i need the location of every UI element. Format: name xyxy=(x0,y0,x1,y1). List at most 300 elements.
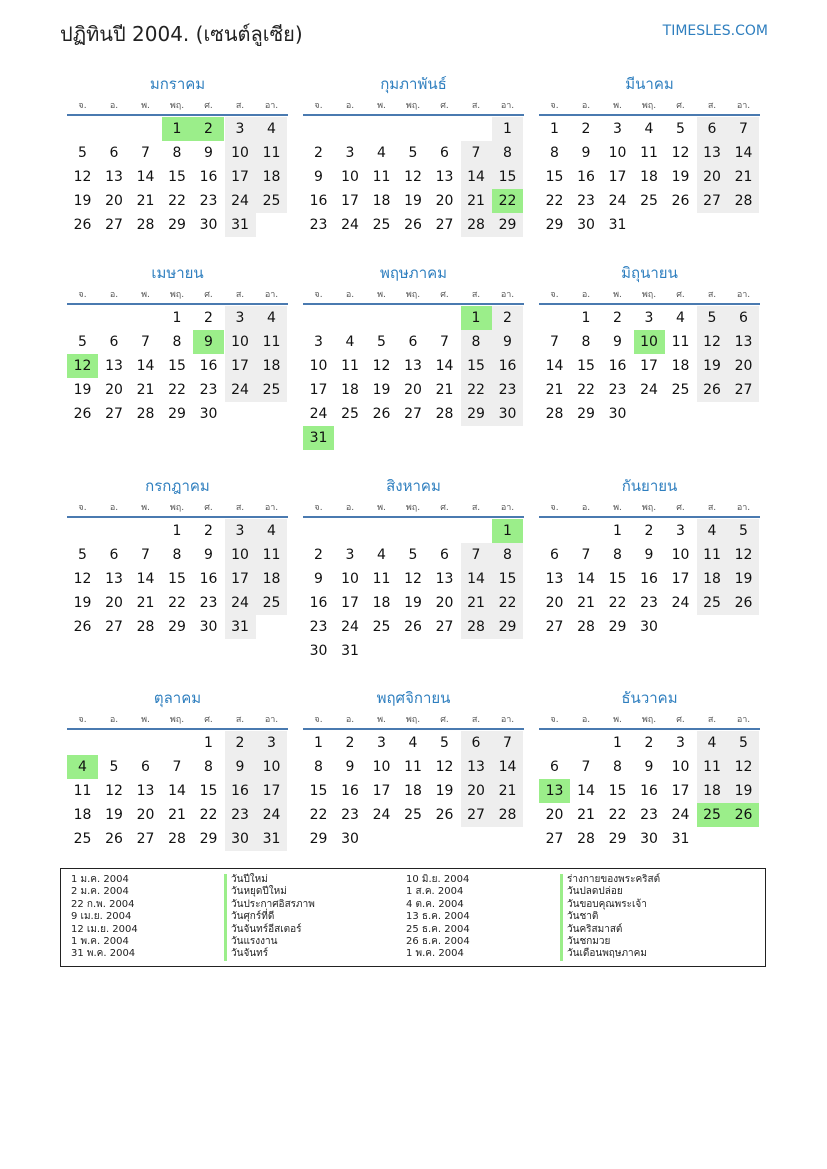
day-cell: 25 xyxy=(404,807,422,823)
weekday-header xyxy=(67,287,288,299)
day-cell: 10 xyxy=(671,547,690,563)
day-cell: 14 xyxy=(577,783,595,799)
day-cell: 30 xyxy=(341,831,359,847)
day-cell: 19 xyxy=(404,193,422,209)
day-cell: 9 xyxy=(613,334,622,350)
day-cell: 30 xyxy=(492,402,523,426)
legend-holiday-name: วันจันทร์อีสเตอร์ xyxy=(224,924,315,936)
day-cell: 13 xyxy=(105,169,123,185)
day-cell: 30 xyxy=(640,619,658,635)
day-cell: 18 xyxy=(372,595,391,611)
day-cell: 29 xyxy=(168,217,186,233)
header-divider xyxy=(67,516,288,518)
day-cell: 28 xyxy=(577,831,595,847)
day-cell: 28 xyxy=(492,803,523,827)
day-cell: 14 xyxy=(168,783,186,799)
day-cell: 22 xyxy=(577,382,595,398)
holiday-day: 1 xyxy=(461,306,492,330)
legend-names-right xyxy=(560,874,660,961)
day-cell: 10 xyxy=(309,358,328,374)
day-cell: 9 xyxy=(581,145,591,161)
header-divider xyxy=(303,728,524,730)
weekday-header xyxy=(539,287,760,299)
weekday-label: อา. xyxy=(264,101,279,111)
header-divider xyxy=(67,728,288,730)
day-cell: 16 xyxy=(492,354,523,378)
day-cell: 22 xyxy=(608,807,627,823)
legend-date: 12 เม.ย. 2004 xyxy=(71,923,138,935)
day-cell: 11 xyxy=(256,141,287,165)
day-cell: 25 xyxy=(341,406,359,422)
day-cell: 11 xyxy=(256,543,287,567)
day-cell: 21 xyxy=(136,193,155,209)
day-cell: 22 xyxy=(309,807,328,823)
day-cell: 28 xyxy=(136,406,155,422)
day-cell: 18 xyxy=(640,169,658,185)
day-cell: 29 xyxy=(199,831,218,847)
day-cell: 12 xyxy=(105,783,123,799)
weekday-label: ส. xyxy=(471,101,481,111)
day-cell: 12 xyxy=(435,759,454,775)
day-cell: 1 xyxy=(613,523,622,539)
day-cell: 25 xyxy=(640,193,658,209)
legend-holiday-name: วันปลดปล่อย xyxy=(560,886,660,898)
weekday-label: ศ. xyxy=(676,101,685,111)
month-name: มิถุนายน xyxy=(621,264,678,282)
day-cell: 6 xyxy=(461,731,492,755)
weekday-label: ส. xyxy=(235,101,245,111)
day-cell: 11 xyxy=(256,330,287,354)
day-cell: 26 xyxy=(73,619,92,635)
header-divider xyxy=(539,114,760,116)
day-cell: 1 xyxy=(492,117,523,141)
weekday-label: พ. xyxy=(377,290,386,300)
weekday-label: ส. xyxy=(235,503,245,513)
day-cell: 4 xyxy=(256,519,287,543)
day-cell: 21 xyxy=(577,595,595,611)
weekday-label: พฤ. xyxy=(169,290,185,300)
day-cell: 7 xyxy=(581,759,591,775)
legend-holiday-name: วันจันทร์ xyxy=(224,948,315,960)
day-cell: 23 xyxy=(199,382,218,398)
month-name: กรกฎาคม xyxy=(145,477,210,495)
day-cell: 3 xyxy=(345,145,355,161)
weekday-header xyxy=(303,500,524,512)
day-cell: 8 xyxy=(172,547,182,563)
day-cell: 3 xyxy=(225,117,256,141)
weekday-label: พ. xyxy=(377,715,386,725)
holiday-legend xyxy=(60,868,766,967)
day-cell: 4 xyxy=(377,547,386,563)
day-cell: 15 xyxy=(492,165,523,189)
day-cell: 24 xyxy=(671,595,690,611)
day-cell: 6 xyxy=(109,334,119,350)
day-cell: 16 xyxy=(225,779,256,803)
day-cell: 10 xyxy=(225,543,256,567)
day-cell: 14 xyxy=(461,165,492,189)
legend-date: 26 ธ.ค. 2004 xyxy=(406,935,470,947)
day-cell: 19 xyxy=(105,807,123,823)
day-cell: 9 xyxy=(492,330,523,354)
day-cell: 8 xyxy=(550,145,559,161)
legend-date: 10 มิ.ย. 2004 xyxy=(406,874,470,885)
day-cell: 29 xyxy=(461,402,492,426)
day-cell: 15 xyxy=(461,354,492,378)
day-cell: 6 xyxy=(728,306,759,330)
day-cell: 23 xyxy=(577,193,595,209)
day-cell: 11 xyxy=(671,334,690,350)
day-cell: 9 xyxy=(644,759,654,775)
day-cell: 5 xyxy=(697,306,728,330)
day-cell: 18 xyxy=(404,783,422,799)
day-cell: 13 xyxy=(404,358,422,374)
day-cell: 30 xyxy=(199,619,218,635)
day-cell: 5 xyxy=(78,145,87,161)
day-cell: 31 xyxy=(225,213,256,237)
day-cell: 24 xyxy=(225,591,256,615)
day-cell: 3 xyxy=(613,121,622,137)
legend-holiday-name: วันเดือนพฤษภาคม xyxy=(560,948,660,960)
weekday-label: ศ. xyxy=(440,101,449,111)
day-cell: 9 xyxy=(644,547,654,563)
day-cell: 24 xyxy=(608,193,627,209)
day-cell: 4 xyxy=(377,145,386,161)
day-cell: 30 xyxy=(199,406,218,422)
day-cell: 29 xyxy=(492,615,523,639)
month-name: กันยายน xyxy=(621,477,678,495)
day-cell: 7 xyxy=(461,543,492,567)
month-name: ธันวาคม xyxy=(621,689,678,707)
day-cell: 6 xyxy=(141,759,150,775)
weekday-label: พ. xyxy=(613,715,622,725)
day-cell: 2 xyxy=(613,310,622,326)
day-cell: 10 xyxy=(608,145,627,161)
weekday-header xyxy=(67,98,288,110)
day-cell: 26 xyxy=(73,217,92,233)
weekday-header xyxy=(539,98,760,110)
day-cell: 3 xyxy=(345,547,355,563)
day-cell: 14 xyxy=(136,358,155,374)
weekday-label: อา. xyxy=(500,503,515,513)
day-cell: 28 xyxy=(136,217,155,233)
day-cell: 17 xyxy=(640,358,658,374)
day-cell: 27 xyxy=(435,217,454,233)
weekday-label: พฤ. xyxy=(641,101,657,111)
day-cell: 23 xyxy=(225,803,256,827)
day-cell: 12 xyxy=(73,169,92,185)
day-cell: 26 xyxy=(728,591,759,615)
day-cell: 23 xyxy=(608,382,627,398)
holiday-day: 22 xyxy=(492,189,523,213)
day-cell: 11 xyxy=(697,543,728,567)
day-cell: 2 xyxy=(204,310,213,326)
day-cell: 21 xyxy=(545,382,564,398)
day-cell: 8 xyxy=(492,141,523,165)
day-cell: 15 xyxy=(168,169,186,185)
weekday-header xyxy=(67,500,288,512)
legend-date: 1 ม.ค. 2004 xyxy=(71,874,129,885)
weekday-label: พ. xyxy=(141,715,150,725)
legend-date: 9 เม.ย. 2004 xyxy=(71,911,132,923)
day-cell: 3 xyxy=(225,306,256,330)
weekday-label: ศ. xyxy=(676,290,685,300)
holiday-day: 13 xyxy=(539,779,570,803)
holiday-day: 2 xyxy=(193,117,224,141)
day-cell: 8 xyxy=(314,759,323,775)
day-cell: 12 xyxy=(404,571,422,587)
day-cell: 8 xyxy=(172,145,182,161)
day-cell: 29 xyxy=(577,406,595,422)
day-cell: 5 xyxy=(78,547,87,563)
legend-date: 13 ธ.ค. 2004 xyxy=(406,911,470,923)
weekday-label: พ. xyxy=(613,101,622,111)
weekday-label: ส. xyxy=(235,715,245,725)
legend-date: 25 ธ.ค. 2004 xyxy=(406,923,470,935)
day-cell: 23 xyxy=(199,595,218,611)
day-cell: 19 xyxy=(73,595,92,611)
day-cell: 28 xyxy=(168,831,186,847)
weekday-label: อ. xyxy=(345,503,355,513)
day-cell: 20 xyxy=(545,595,564,611)
brand-link[interactable]: TIMESLES.COM xyxy=(662,23,768,39)
day-cell: 24 xyxy=(309,406,328,422)
day-cell: 5 xyxy=(408,145,418,161)
weekday-label: ศ. xyxy=(204,101,213,111)
day-cell: 24 xyxy=(341,217,359,233)
weekday-label: อา. xyxy=(736,101,751,111)
day-cell: 16 xyxy=(577,169,595,185)
day-cell: 6 xyxy=(109,547,119,563)
day-cell: 27 xyxy=(136,831,155,847)
page-title: ปฏิทินปี 2004. (เซนต์ลูเซีย) xyxy=(60,22,303,46)
day-cell: 28 xyxy=(435,406,454,422)
day-cell: 3 xyxy=(644,310,654,326)
day-cell: 5 xyxy=(676,121,685,137)
day-cell: 6 xyxy=(550,547,559,563)
weekday-label: พ. xyxy=(141,290,150,300)
day-cell: 28 xyxy=(728,189,759,213)
day-cell: 11 xyxy=(372,571,391,587)
day-cell: 18 xyxy=(256,354,287,378)
weekday-label: ส. xyxy=(471,715,481,725)
day-cell: 23 xyxy=(309,217,328,233)
weekday-label: อ. xyxy=(345,101,355,111)
day-cell: 12 xyxy=(697,330,728,354)
month-name: มกราคม xyxy=(149,75,206,93)
day-cell: 6 xyxy=(440,145,449,161)
day-cell: 7 xyxy=(492,731,523,755)
weekday-label: อ. xyxy=(581,290,591,300)
day-cell: 15 xyxy=(608,783,627,799)
day-cell: 19 xyxy=(728,779,759,803)
day-cell: 14 xyxy=(136,571,155,587)
day-cell: 14 xyxy=(492,755,523,779)
day-cell: 8 xyxy=(613,547,622,563)
weekday-label: ศ. xyxy=(204,715,213,725)
day-cell: 9 xyxy=(204,547,213,563)
day-cell: 5 xyxy=(78,334,87,350)
day-cell: 28 xyxy=(461,213,492,237)
day-cell: 18 xyxy=(697,567,728,591)
day-cell: 24 xyxy=(671,807,690,823)
weekday-label: ศ. xyxy=(440,503,449,513)
day-cell: 27 xyxy=(404,406,422,422)
day-cell: 29 xyxy=(168,619,186,635)
legend-dates-right xyxy=(406,874,470,961)
holiday-day: 12 xyxy=(67,354,98,378)
day-cell: 25 xyxy=(73,831,92,847)
day-cell: 28 xyxy=(577,619,595,635)
day-cell: 10 xyxy=(671,759,690,775)
day-cell: 24 xyxy=(372,807,391,823)
weekday-label: ศ. xyxy=(204,503,213,513)
day-cell: 7 xyxy=(440,334,449,350)
day-cell: 22 xyxy=(168,382,186,398)
day-cell: 10 xyxy=(225,141,256,165)
day-cell: 2 xyxy=(345,735,355,751)
legend-date: 1 ส.ค. 2004 xyxy=(406,886,464,898)
day-cell: 30 xyxy=(225,827,256,851)
weekday-label: อ. xyxy=(345,290,355,300)
day-cell: 19 xyxy=(372,382,391,398)
day-cell: 10 xyxy=(341,571,359,587)
day-cell: 23 xyxy=(640,807,658,823)
weekday-label: ส. xyxy=(471,503,481,513)
header-divider xyxy=(67,114,288,116)
day-cell: 14 xyxy=(435,358,454,374)
weekday-label: อ. xyxy=(581,101,591,111)
day-cell: 21 xyxy=(136,382,155,398)
day-cell: 22 xyxy=(492,591,523,615)
day-cell: 29 xyxy=(309,831,328,847)
weekday-label: อ. xyxy=(109,503,119,513)
day-cell: 23 xyxy=(341,807,359,823)
weekday-header xyxy=(539,712,760,724)
weekday-label: ส. xyxy=(707,503,717,513)
day-cell: 5 xyxy=(408,547,418,563)
day-cell: 13 xyxy=(545,571,564,587)
day-cell: 23 xyxy=(199,193,218,209)
day-cell: 13 xyxy=(461,755,492,779)
day-cell: 4 xyxy=(256,306,287,330)
header-divider xyxy=(67,303,288,305)
day-cell: 22 xyxy=(545,193,564,209)
day-cell: 29 xyxy=(608,831,627,847)
day-cell: 10 xyxy=(225,330,256,354)
weekday-label: อ. xyxy=(109,101,119,111)
weekday-label: อา. xyxy=(500,290,515,300)
day-cell: 8 xyxy=(492,543,523,567)
day-cell: 18 xyxy=(671,358,690,374)
day-cell: 20 xyxy=(697,165,728,189)
day-cell: 12 xyxy=(73,571,92,587)
day-cell: 1 xyxy=(172,310,182,326)
legend-date: 2 ม.ค. 2004 xyxy=(71,886,129,898)
day-cell: 9 xyxy=(204,145,213,161)
weekday-label: พฤ. xyxy=(169,503,185,513)
weekday-label: อ. xyxy=(581,503,591,513)
day-cell: 6 xyxy=(109,145,119,161)
day-cell: 11 xyxy=(73,783,92,799)
holiday-day: 31 xyxy=(303,426,334,450)
day-cell: 20 xyxy=(105,382,123,398)
day-cell: 7 xyxy=(728,117,759,141)
legend-holiday-name: วันชาติ xyxy=(560,911,660,923)
weekday-label: อา. xyxy=(264,715,279,725)
day-cell: 19 xyxy=(671,169,690,185)
header-divider xyxy=(539,303,760,305)
weekday-label: ส. xyxy=(471,290,481,300)
header-divider xyxy=(539,516,760,518)
day-cell: 2 xyxy=(314,547,323,563)
weekday-label: ส. xyxy=(707,101,717,111)
day-cell: 6 xyxy=(440,547,449,563)
day-cell: 2 xyxy=(204,523,213,539)
day-cell: 20 xyxy=(461,779,492,803)
day-cell: 14 xyxy=(728,141,759,165)
day-cell: 30 xyxy=(608,406,627,422)
legend-holiday-name: วันชกมวย xyxy=(560,936,660,948)
day-cell: 26 xyxy=(697,378,728,402)
legend-holiday-name: วันคริสมาสต์ xyxy=(560,924,660,936)
day-cell: 19 xyxy=(697,354,728,378)
day-cell: 18 xyxy=(256,165,287,189)
day-cell: 6 xyxy=(550,759,559,775)
day-cell: 22 xyxy=(608,595,627,611)
day-cell: 30 xyxy=(640,831,658,847)
day-cell: 24 xyxy=(640,382,658,398)
day-cell: 21 xyxy=(461,591,492,615)
day-cell: 18 xyxy=(256,567,287,591)
weekday-header xyxy=(67,712,288,724)
day-cell: 19 xyxy=(73,382,92,398)
day-cell: 12 xyxy=(671,145,690,161)
weekday-label: อ. xyxy=(109,290,119,300)
day-cell: 4 xyxy=(256,117,287,141)
day-cell: 19 xyxy=(728,567,759,591)
day-cell: 24 xyxy=(256,803,287,827)
weekday-label: ศ. xyxy=(204,290,213,300)
month-name: มีนาคม xyxy=(625,75,674,93)
day-cell: 29 xyxy=(608,619,627,635)
legend-date: 22 ก.พ. 2004 xyxy=(71,898,135,910)
day-cell: 4 xyxy=(676,310,685,326)
day-cell: 20 xyxy=(545,807,564,823)
weekday-label: พ. xyxy=(613,290,622,300)
weekday-label: ศ. xyxy=(440,715,449,725)
weekday-label: อา. xyxy=(264,503,279,513)
holiday-day: 1 xyxy=(492,519,523,543)
day-cell: 19 xyxy=(73,193,92,209)
day-cell: 13 xyxy=(435,571,454,587)
day-cell: 14 xyxy=(545,358,564,374)
day-cell: 13 xyxy=(105,358,123,374)
legend-holiday-name: ร่างกายของพระคริสต์ xyxy=(560,874,660,886)
day-cell: 27 xyxy=(728,378,759,402)
weekday-label: อ. xyxy=(109,715,119,725)
day-cell: 17 xyxy=(341,193,359,209)
weekday-label: พ. xyxy=(613,503,622,513)
day-cell: 7 xyxy=(581,547,591,563)
day-cell: 4 xyxy=(697,519,728,543)
day-cell: 30 xyxy=(309,643,328,659)
day-cell: 16 xyxy=(341,783,359,799)
day-cell: 7 xyxy=(461,141,492,165)
weekday-header xyxy=(303,98,524,110)
day-cell: 9 xyxy=(345,759,355,775)
day-cell: 18 xyxy=(697,779,728,803)
day-cell: 7 xyxy=(141,145,150,161)
